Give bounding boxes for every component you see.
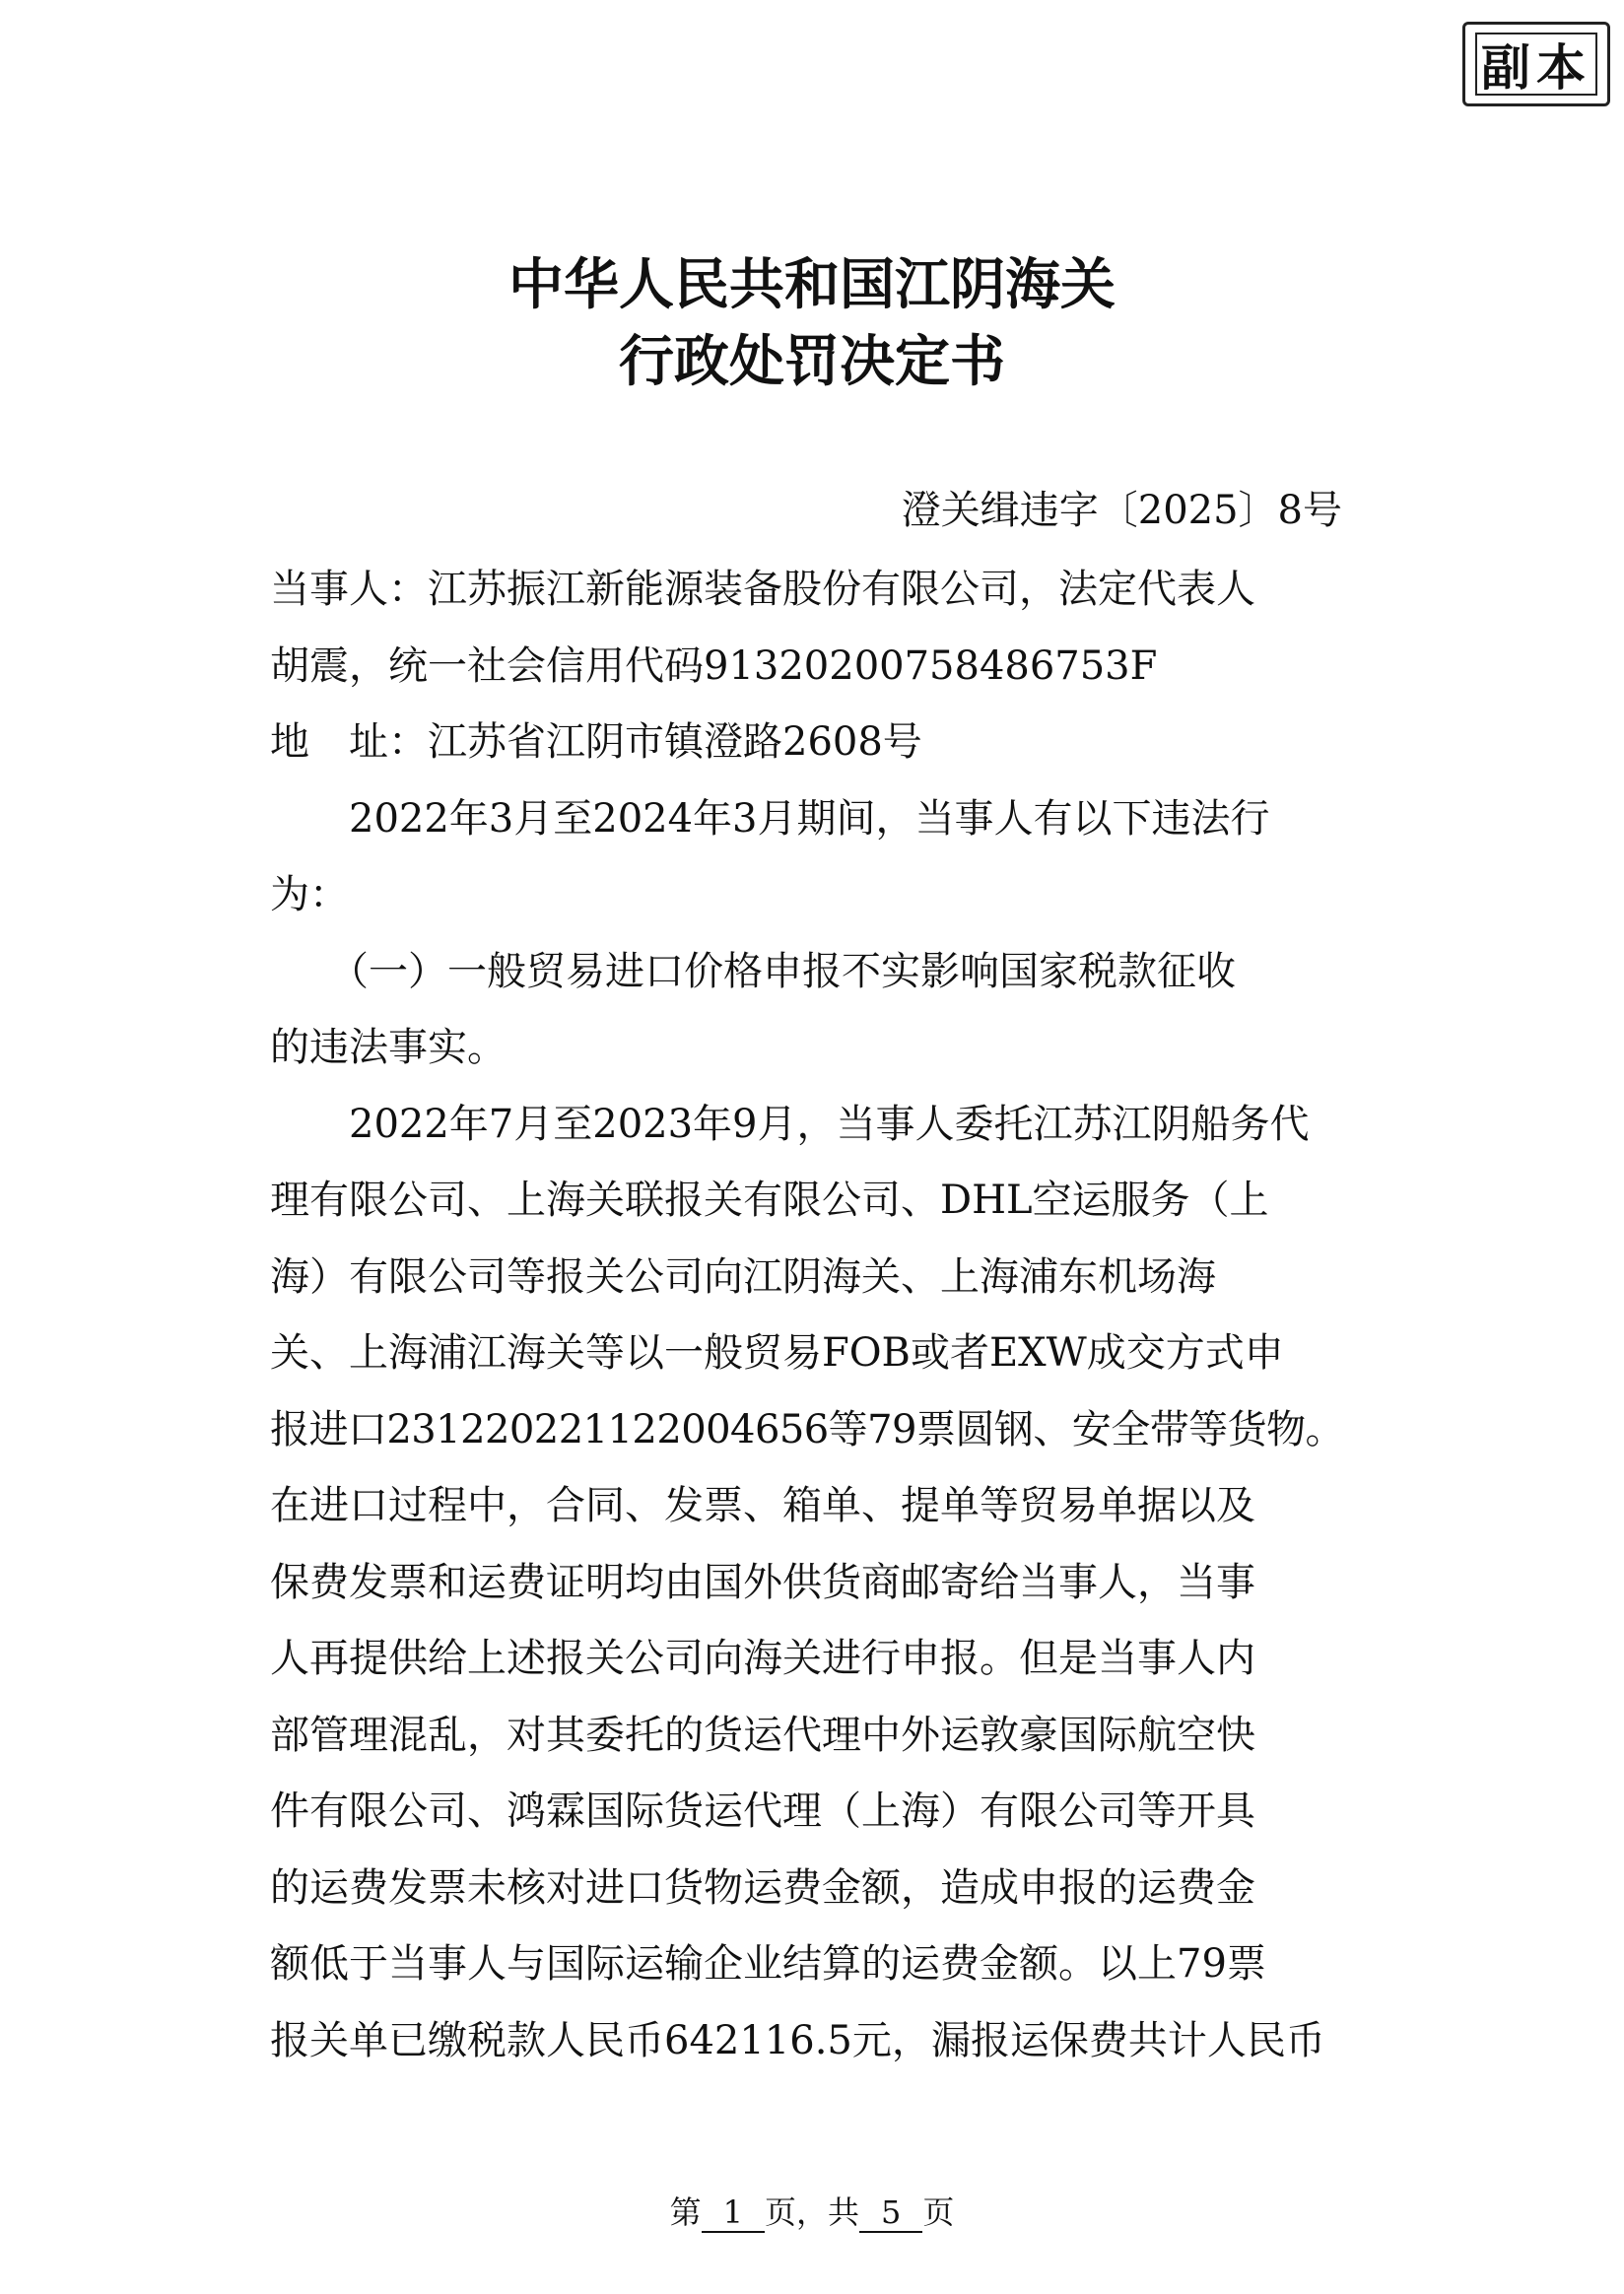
- document-title-line2: 行政处罚决定书: [619, 329, 1005, 394]
- footer-prefix: 第: [669, 2193, 702, 2231]
- body-line: 部管理混乱，对其委托的货运代理中外运敦豪国际航空快: [270, 1713, 1255, 1758]
- footer-middle: 页，共: [764, 2193, 859, 2231]
- body-line: 2022年7月至2023年9月，当事人委托江苏江阴船务代: [270, 1102, 1310, 1147]
- body-line: 额低于当事人与国际运输企业结算的运费金额。以上79票: [270, 1941, 1266, 1987]
- document-title-line1: 中华人民共和国江阴海关: [508, 252, 1116, 317]
- body-line: 报关单已缴税款人民币642116.5元，漏报运保费共计人民币: [270, 2018, 1325, 2063]
- body-line: 的运费发票未核对进口货物运费金额，造成申报的运费金: [270, 1865, 1255, 1911]
- footer-total-pages: 5: [859, 2193, 922, 2233]
- body-line: 胡震，统一社会信用代码91320200758486753F: [270, 643, 1158, 689]
- body-line: 报进口231220221122004656等79票圆钢、安全带等货物。: [270, 1407, 1344, 1452]
- body-line: （一）一般贸易进口价格申报不实影响国家税款征收: [270, 949, 1236, 994]
- footer-suffix: 页: [922, 2193, 955, 2231]
- body-line: 理有限公司、上海关联报关有限公司、DHL空运服务（上: [270, 1178, 1269, 1223]
- body-line: 件有限公司、鸿霖国际货运代理（上海）有限公司等开具: [270, 1788, 1255, 1834]
- body-line: 海）有限公司等报关公司向江阴海关、上海浦东机场海: [270, 1254, 1216, 1300]
- body-line: 保费发票和运费证明均由国外供货商邮寄给当事人，当事: [270, 1560, 1255, 1605]
- body-line: 为：: [270, 872, 349, 917]
- body-line: 当事人：江苏振江新能源装备股份有限公司，法定代表人: [270, 567, 1255, 612]
- body-line: 的违法事实。: [270, 1025, 507, 1070]
- body-line: 2022年3月至2024年3月期间，当事人有以下违法行: [270, 796, 1270, 842]
- footer-page-number: 1: [702, 2193, 765, 2233]
- copy-stamp: [1462, 22, 1610, 106]
- body-line: 人再提供给上述报关公司向海关进行申报。但是当事人内: [270, 1636, 1255, 1681]
- page-footer: [0, 2188, 1624, 2233]
- document-number: 澄关缉违字〔2025〕8号: [901, 488, 1342, 533]
- copy-stamp-text: 副本: [1481, 38, 1591, 97]
- body-line: 地 址：江苏省江阴市镇澄路2608号: [270, 719, 922, 765]
- body-line: 在进口过程中，合同、发票、箱单、提单等贸易单据以及: [270, 1483, 1255, 1528]
- body-line: 关、上海浦江海关等以一般贸易FOB或者EXW成交方式申: [270, 1330, 1284, 1376]
